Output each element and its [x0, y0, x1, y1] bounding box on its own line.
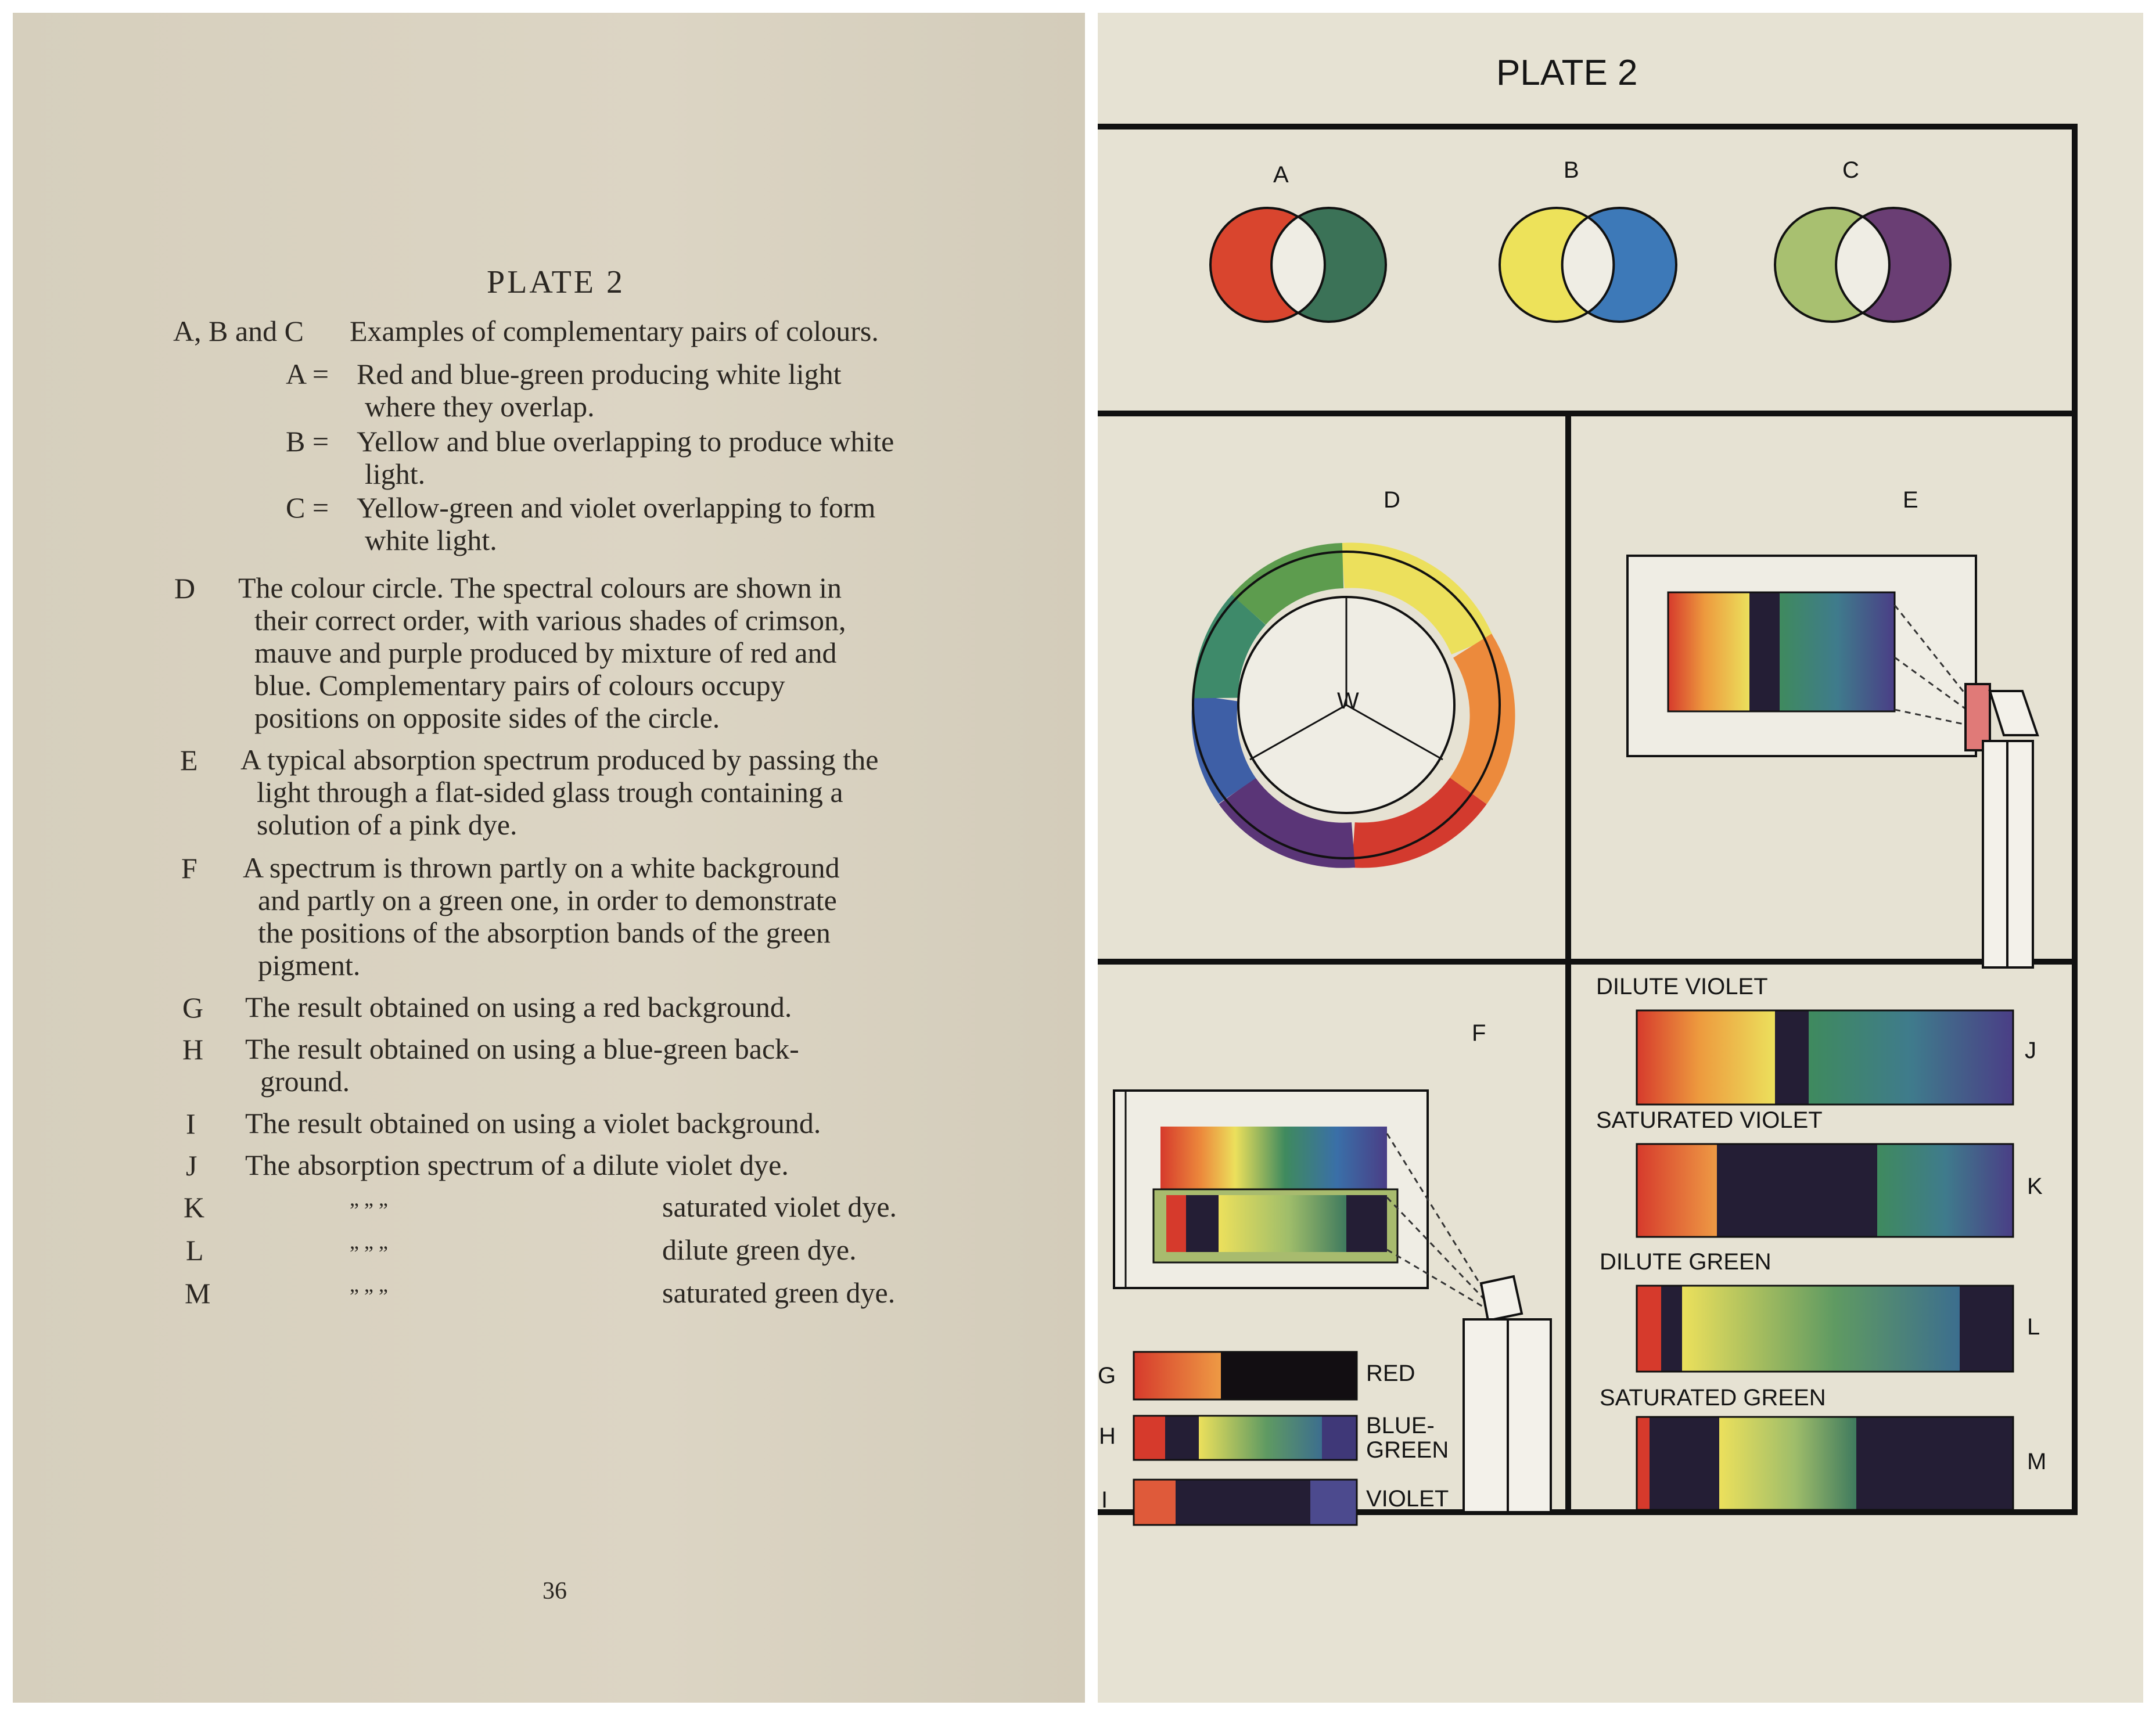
label-c: C — [1842, 157, 1859, 183]
e-line-2: light through a flat-sided glass trough containing a — [257, 776, 843, 808]
m-letter: M — [185, 1277, 211, 1310]
complementary-pair-b — [1500, 208, 1676, 322]
spectrum-j — [1637, 1010, 2013, 1105]
spectrum-j-letter: J — [2025, 1038, 2036, 1063]
page-number: 36 — [542, 1578, 567, 1605]
a-line1: Red and blue-green producing white light — [357, 358, 842, 390]
mini-i-letter: I — [1101, 1487, 1108, 1513]
f-line-2: and partly on a green one, in order to demonstrate — [258, 884, 837, 916]
g-letter: G — [182, 991, 204, 1024]
right-page — [1098, 13, 2143, 1703]
c-line2: white light. — [365, 524, 497, 556]
a-label: A = — [286, 358, 329, 390]
i-line-1: The result obtained on using a violet background. — [245, 1107, 821, 1139]
spectrum-f-green — [1154, 1189, 1397, 1262]
spectrum-k — [1637, 1144, 2013, 1237]
f-line-1: A spectrum is thrown partly on a white background — [243, 851, 840, 884]
f-line-4: pigment. — [258, 949, 361, 981]
plate-figure — [1098, 13, 2143, 1703]
mini-spectrum-i — [1134, 1480, 1357, 1525]
complementary-pair-c — [1775, 208, 1950, 322]
spectrum-f-white — [1160, 1127, 1387, 1196]
label-f: F — [1472, 1020, 1486, 1046]
h-line-2: ground. — [260, 1065, 350, 1098]
spectrum-m — [1637, 1417, 2013, 1510]
d-line-5: positions on opposite sides of the circle. — [254, 701, 720, 734]
left-page — [13, 13, 1085, 1703]
trough-f — [1464, 1276, 1551, 1512]
j-letter: J — [186, 1149, 197, 1182]
label-w: W — [1337, 688, 1359, 714]
mini-spectrum-g — [1134, 1352, 1357, 1400]
label-d: D — [1384, 487, 1400, 513]
h-letter: H — [182, 1033, 204, 1066]
mini-i-name: VIOLET — [1366, 1486, 1449, 1512]
b-line2: light. — [365, 458, 426, 490]
k-text: saturated violet dye. — [662, 1190, 897, 1223]
e-letter: E — [180, 744, 198, 776]
mini-g-letter: G — [1098, 1363, 1116, 1388]
h-line-1: The result obtained on using a blue-green back- — [245, 1033, 799, 1065]
mini-g-name: RED — [1366, 1361, 1415, 1386]
c-line1: Yellow-green and violet overlapping to form — [357, 491, 876, 524]
spectrum-k-letter: K — [2027, 1174, 2043, 1199]
spectrum-m-title: SATURATED GREEN — [1600, 1385, 1826, 1411]
l-text: dilute green dye. — [662, 1233, 857, 1266]
f-line-3: the positions of the absorption bands of the green — [258, 916, 831, 949]
spectrum-l-letter: L — [2027, 1314, 2040, 1340]
mini-spectrum-h — [1134, 1416, 1357, 1460]
b-line1: Yellow and blue overlapping to produce white — [357, 425, 894, 458]
k-ditto: ” ” ” — [350, 1199, 388, 1222]
d-letter: D — [174, 572, 196, 605]
abc-label: A, B and C — [173, 315, 304, 347]
mini-h-letter: H — [1099, 1423, 1116, 1449]
spectrum-l — [1637, 1286, 2013, 1372]
a-line2: where they overlap. — [365, 390, 595, 423]
plate-heading: PLATE 2 — [1496, 53, 1638, 93]
m-ditto: ” ” ” — [350, 1285, 388, 1308]
spectrum-j-title: DILUTE VIOLET — [1596, 974, 1768, 999]
i-letter: I — [186, 1107, 196, 1140]
l-ditto: ” ” ” — [350, 1242, 388, 1265]
d-line-3: mauve and purple produced by mixture of red and — [254, 636, 837, 669]
label-a: A — [1273, 162, 1289, 188]
spectrum-k-title: SATURATED VIOLET — [1596, 1107, 1823, 1133]
d-line-4: blue. Complementary pairs of colours occupy — [254, 669, 785, 701]
j-line-1: The absorption spectrum of a dilute violet dye. — [245, 1149, 789, 1181]
e-line-1: A typical absorption spectrum produced by passing the — [240, 743, 879, 776]
complementary-pair-a — [1210, 208, 1386, 322]
mini-h-name-2: GREEN — [1366, 1437, 1449, 1463]
m-text: saturated green dye. — [662, 1276, 896, 1309]
mini-h-name-1: BLUE- — [1366, 1413, 1435, 1438]
f-letter: F — [181, 852, 197, 884]
left-page-heading: PLATE 2 — [487, 264, 625, 300]
d-line-2: their correct order, with various shades of crimson, — [254, 604, 846, 636]
g-line-1: The result obtained on using a red background. — [245, 991, 792, 1023]
label-b: B — [1564, 157, 1579, 183]
trough-e — [1965, 684, 2038, 967]
spectrum-e — [1668, 592, 1895, 711]
e-line-3: solution of a pink dye. — [257, 808, 518, 841]
l-letter: L — [186, 1234, 204, 1267]
label-e: E — [1903, 487, 1918, 513]
abc-text: Examples of complementary pairs of colours. — [350, 315, 879, 347]
d-line-1: The colour circle. The spectral colours are shown in — [238, 571, 842, 604]
b-label: B = — [286, 425, 329, 458]
spectrum-m-letter: M — [2027, 1449, 2047, 1474]
c-label: C = — [286, 491, 329, 524]
k-letter: K — [184, 1191, 205, 1224]
spectrum-l-title: DILUTE GREEN — [1600, 1249, 1771, 1275]
